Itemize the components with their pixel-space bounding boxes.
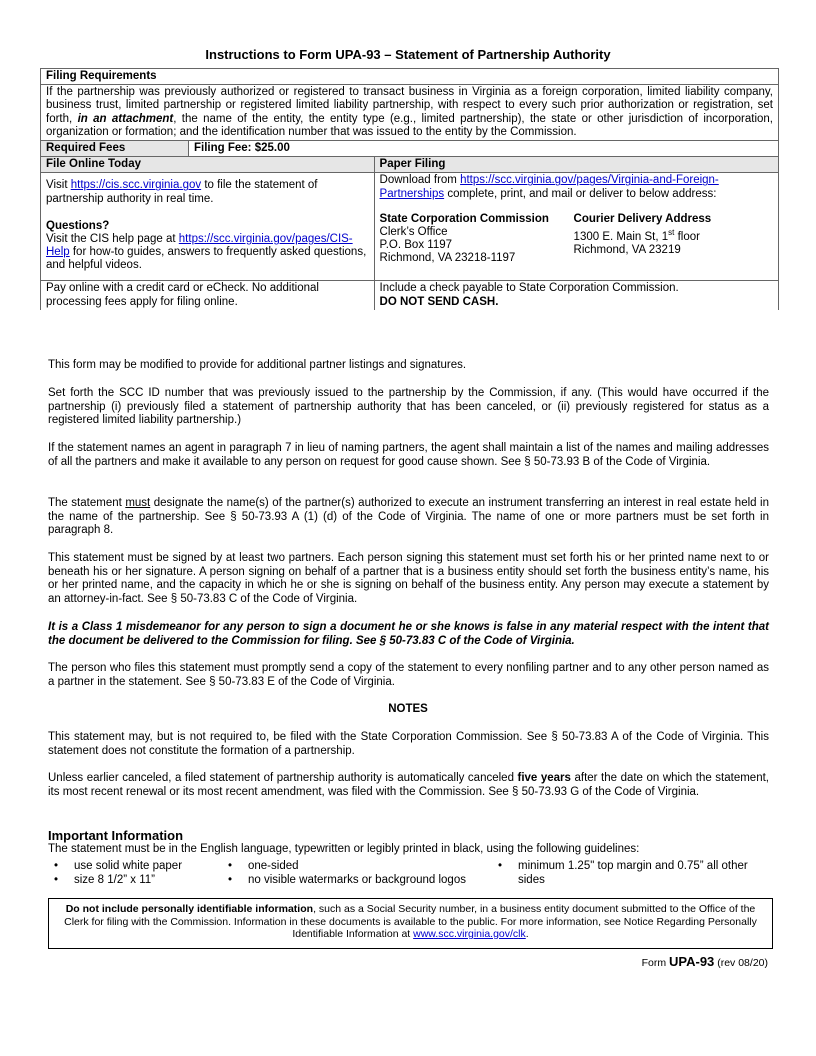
paper-filing-header: Paper Filing [374,157,778,173]
paragraph-scc-id: Set forth the SCC ID number that was previously issued to the partnership by the Commission, if any. (This would have occurred if the partnership (i) previously filed a statement of partnership authority that has been canceled, or (ii) previously registered for status as a registered limited liability partnership.) [48,387,769,427]
filing-requirements-text: If the partnership was previously authorized or registered to transact business in Virginia as a foreign corporation, limited liability company, business trust, limited partnership or registered limited liability partnership, with respect to every such prior authorization or registration, set forth, in an attachment, the name of the entity, the entity type (e.g., limited partnership), the state or other jurisdiction of incorporation, organization or formation; and the identification number that was issued to the entity by the Commission. [41,85,779,141]
partnerships-link[interactable]: https://scc.virginia.gov/pages/Virginia-and-Foreign-Partnerships [379,174,719,200]
important-info: Important Information The statement must be in the English language, typewritten or legibly printed in black, using the following guidelines: [48,829,769,856]
clerk-link[interactable]: www.scc.virginia.gov/clk [413,928,526,940]
questions-label: Questions? [46,219,110,232]
list-item: • one-sided [222,859,492,873]
scc-address: State Corporation Commission Clerk’s Office P.O. Box 1197 Richmond, VA 23218-1197 [379,212,549,265]
pay-online-text: Pay online with a credit card or eCheck. No additional processing fees apply for filing online. [41,281,375,310]
form-code: UPA-93 [669,954,715,969]
requirements-table [40,68,779,310]
no-cash-warning: DO NOT SEND CASH. [379,295,499,308]
filing-requirements-header: Filing Requirements [41,69,779,85]
filing-fee: Filing Fee: $25.00 [189,141,779,157]
paragraph-misdemeanor: It is a Class 1 misdemeanor for any person to sign a document he or she knows is false in any material respect with the intent that the document be delivered to the Commission for filing. See § 50-73.83 C of the Code of Virginia. [48,621,769,647]
notes-heading: NOTES [388,703,428,715]
paragraph-agent: If the statement names an agent in paragraph 7 in lieu of naming partners, the agent shall maintain a list of the names and mailing addresses of all the partners and make it available to any person on request for good cause shown. See § 50-73.93 B of the Code of Virginia. [48,442,769,468]
paragraph-signatures: This statement must be signed by at least two partners. Each person signing this statement must set forth his or her printed name next to or beneath his or her signature. A person signing on behalf of a partner that is a business entity should set forth the business entity’s name, his or her printed name, and the capacity in which he or she is signing on behalf of the business entity. Any person may execute a statement by an attorney-in-fact. See § 50-73.83 C of the Code of Virginia. [48,552,769,605]
file-online-header: File Online Today [41,157,375,173]
paragraph-real-estate: The statement must designate the name(s) of the partner(s) authorized to execute an instrument transferring an interest in real estate held in the name of the partnership. See § 50-73.93 A (1) (d) of the Code of Virginia. The name of one or more partners must be set forth in paragraph 8. [48,497,769,537]
paragraph-modify: This form may be modified to provide for additional partner listings and signatures. [48,359,467,371]
paragraph-not-required: This statement may, but is not required to, be filed with the State Corporation Commission. See § 50-73.83 A of the Code of Virginia. This statement does not constitute the formation of a partnership. [48,731,769,757]
form-footer: Form UPA-93 (rev 08/20) [641,954,768,969]
required-fees-header: Required Fees [41,141,189,157]
check-payment-text: Include a check payable to State Corporation Commission. DO NOT SEND CASH. [374,281,778,310]
paragraph-cancel: Unless earlier canceled, a filed statement of partnership authority is automatically canceled five years after the date on which the statement, its most recent renewal or its most recent amendment, was filed with the Commission. See § 50-73.93 G of the Code of Virginia. [48,772,769,798]
list-item: • minimum 1.25" top margin and 0.75” all other sides [492,859,769,887]
list-item: • size 8 1/2” x 11” [48,873,223,887]
list-item: • use solid white paper [48,859,223,873]
courier-address: Courier Delivery Address 1300 E. Main St, 1st floor Richmond, VA 23219 [573,212,712,257]
paper-filing-content: Download from https://scc.virginia.gov/pages/Virginia-and-Foreign-Partnerships complete, print, and mail or deliver to below address: State Corporation Commission Clerk’s Office P.O. Box 1197 Richmond, VA 23218-1197 Courier Delivery Address 1300 E. Main St, 1st floor Richmond, VA 23219 [374,173,778,281]
important-info-heading: Important Information [48,828,184,843]
document-title: Instructions to Form UPA-93 – Statement of Partnership Authority [205,47,611,62]
cis-help-link[interactable]: https://scc.virginia.gov/pages/CIS-Help [46,233,353,259]
cis-link[interactable]: https://cis.scc.virginia.gov [70,179,202,192]
pii-notice: Do not include personally identifiable information, such as a Social Security number, in a business entity document submitted to the Office of the Clerk for filing with the Commission. Information in these documents is available to the public. For more information, see Notice Regarding Personally Identifiable Information at www.scc.virginia.gov/clk. [48,898,773,949]
file-online-content: Visit https://cis.scc.virginia.gov to file the statement of partnership authority in real time. Questions? Visit the CIS help page at https://scc.virginia.gov/pages/CIS-Help for how-to guides, answers to frequently asked questions, and helpful videos. [41,173,375,281]
paragraph-copy: The person who files this statement must promptly send a copy of the statement to every nonfiling partner and to any other person named as a partner in the statement. See § 50-73.83 E of the Code of Virginia. [48,662,769,688]
list-item: • no visible watermarks or background logos [222,873,492,887]
